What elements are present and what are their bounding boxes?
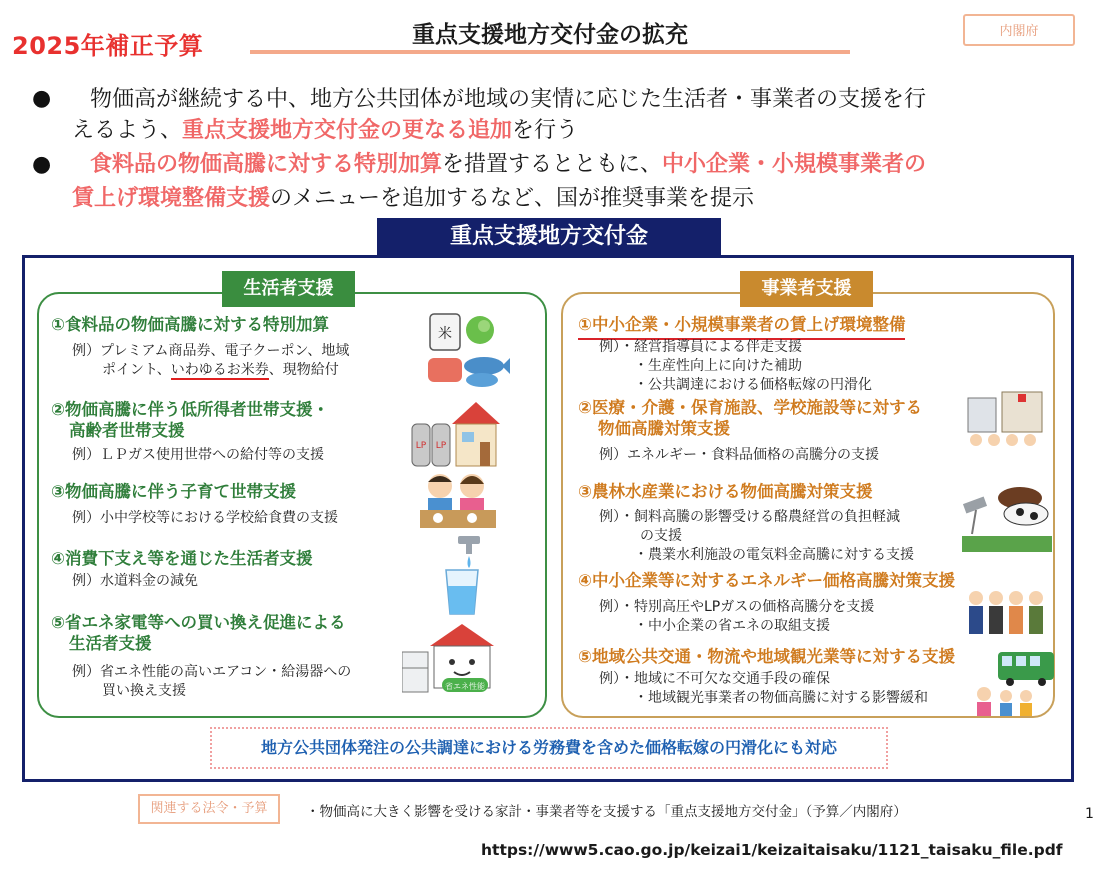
business-item-4-example-1: 例）・特別高圧やLPガスの価格高騰分を支援 [599,599,875,615]
business-item-1-example-2: ・生産性向上に向けた補助 [634,358,802,374]
page-title: 重点支援地方交付金の拡充 [412,22,688,48]
example-text: ポイント、 [102,362,171,378]
budget-year-label: 2025年補正予算 [12,32,204,60]
consumer-item-3-example: 例）小中学校等における学校給食費の支援 [72,510,338,526]
consumer-item-5-example-1: 例）省エネ性能の高いエアコン・給湯器への [72,664,352,680]
source-url[interactable]: https://www5.cao.go.jp/keizai1/keizaitaisaku/1121_taisaku_file.pdf [481,841,1063,859]
section-title-band: 重点支援地方交付金 [377,218,721,256]
bullet-2-highlight-2b: 賃上げ環境整備支援 [72,186,271,211]
business-item-2-heading-1: ②医療・介護・保育施設、学校施設等に対する [578,398,922,417]
business-item-1-heading: ①中小企業・小規模事業者の賃上げ環境整備 [578,314,905,340]
bullet-2-highlight-1: 食料品の物価高騰に対する特別加算 [90,152,443,177]
bullet-2-text-2: のメニューを追加するなど、国が推奨事業を提示 [270,186,755,211]
related-laws-text: ・物価高に大きく影響を受ける家計・事業者等を支援する「重点支援地方交付金」（予算／内閣府） [306,804,907,820]
lp-tank-label: LP [435,441,447,451]
consumer-support-title: 生活者支援 [222,271,355,307]
consumer-item-1-heading: ①食料品の物価高騰に対する特別加算 [51,315,329,334]
consumer-item-1-example-1: 例）プレミアム商品券、電子クーポン、地域 [72,343,350,359]
consumer-item-5-example-2: 買い換え支援 [102,683,186,699]
bullet-2-text-1: を措置するとともに、 [442,152,663,177]
house-lp-gas-icon [410,398,502,470]
bullet-1-line-2 [72,113,578,149]
business-item-3-example-2: の支援 [640,528,682,544]
business-item-4-heading: ④中小企業等に対するエネルギー価格高騰対策支援 [578,571,955,590]
bullet-1-text-3: を行う [512,118,579,143]
business-item-2-heading-2: 物価高騰対策支援 [598,419,730,438]
consumer-item-3-heading: ③物価高騰に伴う子育て世帯支援 [51,482,296,501]
bullet-2-line-1 [90,147,926,183]
business-item-1-example-3: ・公共調達における価格転嫁の円滑化 [634,377,872,393]
title-underline [250,50,850,54]
food-groceries-icon [424,310,510,390]
bus-tourism-icon [974,650,1056,716]
business-item-4-example-2: ・中小企業の省エネの取組支援 [634,618,830,634]
agency-badge: 内閣府 [963,14,1075,46]
business-item-5-example-1: 例）・地域に不可欠な交通手段の確保 [599,671,830,687]
consumer-item-5-heading-1: ⑤省エネ家電等への買い換え促進による [51,613,346,632]
business-item-5-example-2: ・地域観光事業者の物価高騰に対する影響緩和 [634,690,928,706]
business-item-3-example-1: 例）・飼料高騰の影響受ける酪農経営の負担軽減 [599,509,900,525]
consumer-item-4-example: 例）水道料金の減免 [72,573,198,589]
consumer-item-2-heading-1: ②物価高騰に伴う低所得者世帯支援・ [51,400,329,419]
bullet-dot: ● [32,152,52,177]
business-item-2-example: 例）エネルギー・食料品価格の高騰分の支援 [599,447,879,463]
eco-home-appliance-icon [402,622,498,694]
school-lunch-kids-icon [420,470,496,532]
medical-school-facility-icon [966,390,1046,448]
related-laws-budget-badge: 関連する法令・予算 [138,794,280,824]
business-workers-group-icon [966,588,1048,636]
bullet-dot: ● [32,86,52,111]
consumer-item-1-example-2 [102,361,339,380]
page-number: 1 [1085,806,1094,822]
eco-performance-label: 省エネ性能 [445,682,485,691]
dairy-cows-farm-icon [962,478,1052,552]
example-text: 、現物給付 [268,362,339,378]
procurement-note: 地方公共団体発注の公共調達における労務費を含めた価格転嫁の円滑化にも対応 [210,727,888,769]
consumer-item-2-heading-2: 高齢者世帯支援 [69,421,185,440]
lp-tank-label: LP [415,441,427,451]
bullet-1-text-1: 物価高が継続する中、地方公共団体が地域の実情に応じた生活者・事業者の支援を行 [90,87,927,112]
business-item-3-example-3: ・農業水利施設の電気料金高騰に対する支援 [634,547,914,563]
consumer-item-2-example: 例）ＬＰガス使用世帯への給付等の支援 [72,447,324,463]
rice-voucher-underlined: いわゆるお米券 [170,362,269,378]
business-item-3-heading: ③農林水産業における物価高騰対策支援 [578,482,873,501]
bullet-2-highlight-2a: 中小企業・小規模事業者の [662,152,927,177]
business-support-title: 事業者支援 [740,271,873,307]
bullet-2-line-2 [72,181,754,217]
business-item-1-example-1: 例）・経営指導員による伴走支援 [599,339,802,355]
rice-bag-label: 米 [438,326,452,342]
consumer-item-5-heading-2: 生活者支援 [69,634,152,653]
water-tap-glass-icon [440,534,484,616]
bullet-1-text-2: えるよう、 [72,118,183,143]
business-item-5-heading: ⑤地域公共交通・物流や地域観光業等に対する支援 [578,647,955,666]
bullet-1-highlight: 重点支援地方交付金の更なる追加 [182,118,513,143]
consumer-item-4-heading: ④消費下支え等を通じた生活者支援 [51,549,313,568]
